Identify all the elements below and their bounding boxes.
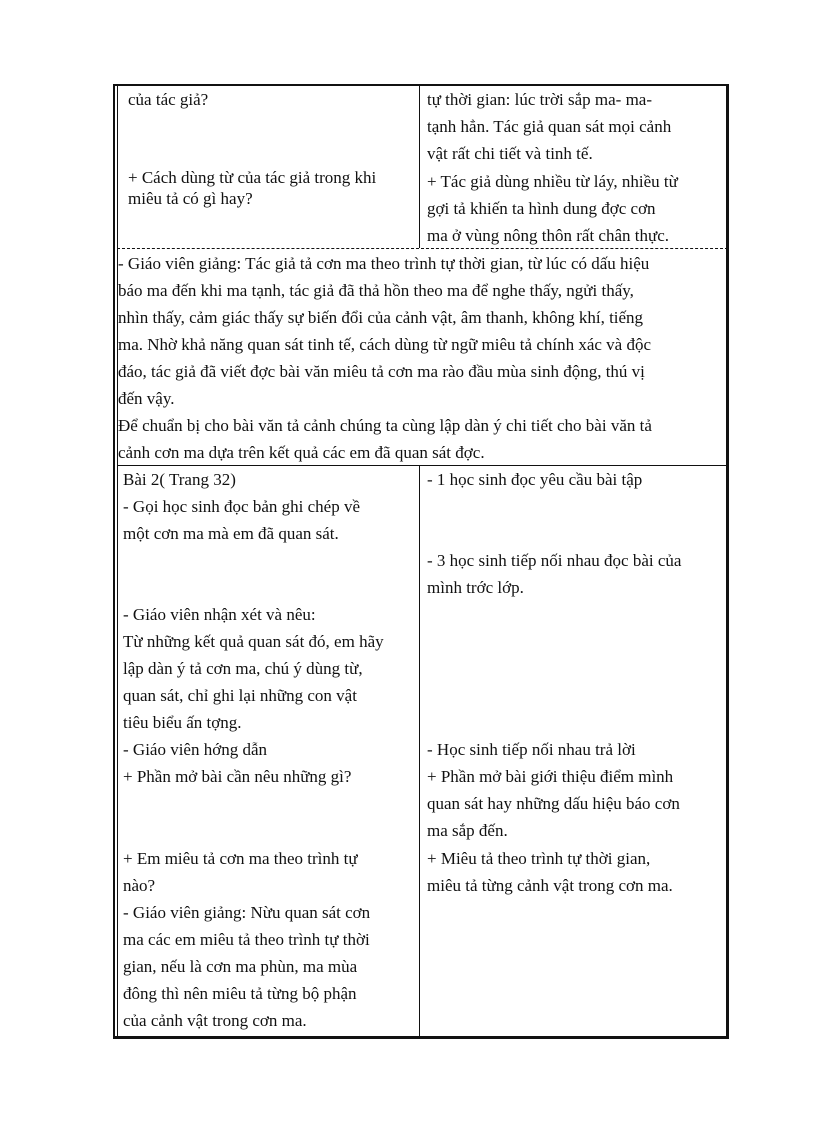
text-line: + Em miêu tả cơn ma theo trình tự (123, 849, 358, 868)
text-line: ma các em miêu tả theo trình tự thời (123, 930, 370, 949)
text-line: của tác giả? (128, 90, 209, 109)
text-line: nhìn thấy, cảm giác thấy sự biến đổi của cảnh vật, âm thanh, không khí, tiếng (118, 308, 644, 327)
text-line: mình trớc lớp. (427, 578, 524, 597)
text-line: - Giáo viên hớng dẫn (123, 740, 268, 759)
text-line: tự thời gian: lúc trời sắp ma- ma- (427, 90, 653, 109)
text-line: - Học sinh tiếp nối nhau trả lời (427, 740, 636, 759)
text-line: miêu tả có gì hay? (128, 189, 253, 208)
text-line: tạnh hẳn. Tác giả quan sát mọi cảnh (427, 117, 672, 136)
text-line: gợi tả khiến ta hình dung đợc cơn (427, 199, 656, 218)
text-line: + Miêu tả theo trình tự thời gian, (427, 849, 651, 868)
text-line: ma. Nhờ khả năng quan sát tinh tế, cách dùng từ ngữ miêu tả chính xác và độc (118, 335, 652, 354)
text-line: + Phần mở bài giới thiệu điểm mình (427, 767, 674, 786)
text-line: Từ những kết quả quan sát đó, em hãy (123, 632, 384, 651)
page-border-inner (117, 84, 118, 1039)
text-line: đáo, tác giả đã viết đợc bài văn miêu tả cơn ma rào đầu mùa sinh động, thú vị (118, 362, 645, 381)
text-line: đông thì nên miêu tả từng bộ phận (123, 984, 357, 1003)
text-line: + Tác giả dùng nhiều từ láy, nhiều từ (427, 172, 678, 191)
text-line: quan sát hay những dấu hiệu báo cơn (427, 794, 680, 813)
text-line: một cơn ma mà em đã quan sát. (123, 524, 339, 543)
text-line: báo ma đến khi ma tạnh, tác giả đã thả hồn theo ma để nghe thấy, ngửi thấy, (118, 281, 634, 300)
text-line: nào? (123, 876, 156, 895)
text-line: - Giáo viên giảng: Tác giả tả cơn ma theo trình tự thời gian, từ lúc có dấu hiệu (118, 254, 650, 273)
text-line: miêu tả từng cảnh vật trong cơn ma. (427, 876, 673, 895)
text-line: tiêu biểu ấn tợng. (123, 713, 242, 732)
text-line: ma ở vùng nông thôn rất chân thực. (427, 226, 669, 245)
text-line: - Giáo viên nhận xét và nêu: (123, 605, 316, 624)
text-line: Để chuẩn bị cho bài văn tả cảnh chúng ta cùng lập dàn ý chi tiết cho bài văn tả (118, 416, 652, 435)
top-table-divider (419, 86, 420, 248)
text-line: cảnh cơn ma dựa trên kết quả các em đã quan sát đợc. (118, 443, 485, 462)
text-line: - Gọi học sinh đọc bản ghi chép về (123, 497, 360, 516)
bottom-table-divider (419, 465, 420, 1037)
text-line: - Giáo viên giảng: Nừu quan sát cơn (123, 903, 371, 922)
text-line: + Phần mở bài cần nêu những gì? (123, 767, 352, 786)
text-line: - 3 học sinh tiếp nối nhau đọc bài của (427, 551, 682, 570)
text-line: - 1 học sinh đọc yêu cầu bài tập (427, 470, 643, 489)
text-line: gian, nếu là cơn ma phùn, ma mùa (123, 957, 358, 976)
text-line: Bài 2( Trang 32) (123, 470, 236, 489)
text-line: của cảnh vật trong cơn ma. (123, 1011, 307, 1030)
text-line: lập dàn ý tả cơn ma, chú ý dùng từ, (123, 659, 363, 678)
text-line: đến vậy. (118, 389, 175, 408)
text-line: ma sắp đến. (427, 821, 508, 840)
text-line: vật rất chi tiết và tinh tế. (427, 144, 593, 163)
text-line: + Cách dùng từ của tác giả trong khi (128, 168, 377, 187)
text-line: quan sát, chỉ ghi lại những con vật (123, 686, 357, 705)
